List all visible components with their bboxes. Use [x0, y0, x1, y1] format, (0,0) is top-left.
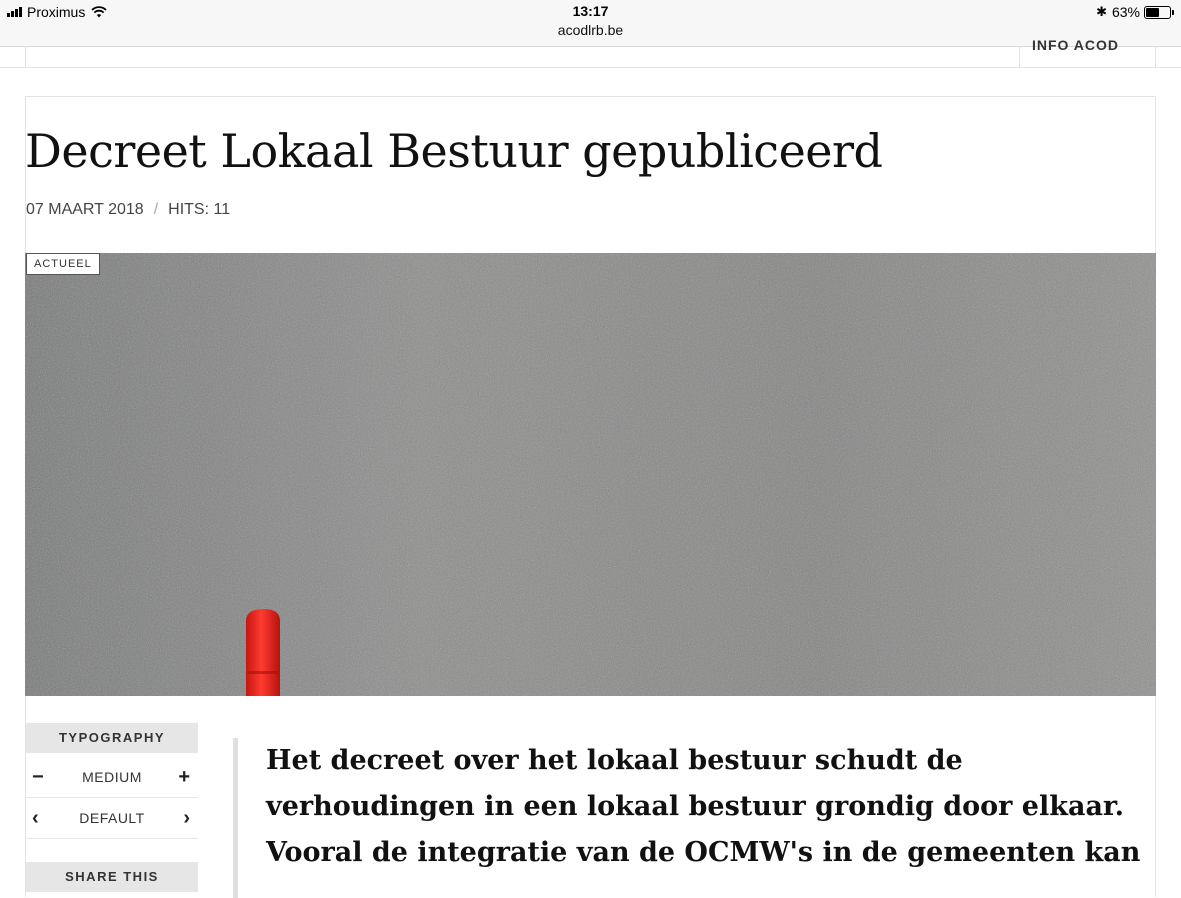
- carrier-name: Proximus: [27, 4, 86, 20]
- bluetooth-icon: ✱: [1096, 4, 1107, 19]
- battery-icon: [1144, 6, 1171, 19]
- font-family-label: DEFAULT: [79, 810, 145, 826]
- article-title: Decreet Lokaal Bestuur gepubliceerd: [25, 124, 883, 178]
- hero-image: [25, 253, 1156, 696]
- status-center: [0, 3, 1181, 38]
- battery-fill: [1146, 8, 1159, 17]
- chevron-right-icon[interactable]: ›: [183, 807, 190, 829]
- info-acod-label: INFO ACOD: [1032, 37, 1120, 53]
- typography-panel: [26, 723, 198, 839]
- article-lead: [266, 738, 1146, 876]
- status-right: [1096, 4, 1171, 20]
- battery-percent: 63%: [1111, 4, 1140, 20]
- article-date: 07 MAART 2018: [26, 201, 144, 218]
- font-family-control: [26, 798, 198, 839]
- status-bar: [0, 0, 1181, 47]
- category-badge[interactable]: ACTUEEL: [26, 253, 100, 275]
- info-acod-menu[interactable]: [1019, 37, 1155, 67]
- meta-separator: /: [153, 201, 159, 218]
- chevron-left-icon[interactable]: ‹: [32, 807, 39, 829]
- font-size-label: MEDIUM: [82, 769, 142, 785]
- lead-line: Vooral de integratie van de OCMW's in de gemeenten kan: [266, 837, 1141, 868]
- site-navbar: [25, 37, 1156, 68]
- nav-edge-left: [0, 46, 25, 68]
- address-bar-url[interactable]: acodlrb.be: [557, 22, 624, 38]
- font-size-control: [26, 757, 198, 798]
- lead-quote-bar: [233, 738, 238, 898]
- lead-line: Het decreet over het lokaal bestuur schudt de: [266, 745, 963, 776]
- article-hits: HITS: 11: [168, 201, 231, 218]
- share-heading: SHARE THIS: [26, 862, 198, 892]
- lead-line: verhoudingen in een lokaal bestuur grondig door elkaar.: [266, 791, 1125, 822]
- clock: 13:17: [572, 3, 609, 19]
- increase-font-button[interactable]: +: [178, 766, 190, 788]
- nav-edge-right: [1155, 46, 1181, 68]
- typography-heading: TYPOGRAPHY: [26, 723, 198, 753]
- decrease-font-button[interactable]: −: [32, 766, 44, 788]
- concrete-wall-image: [25, 253, 1156, 696]
- article-meta: [26, 201, 230, 219]
